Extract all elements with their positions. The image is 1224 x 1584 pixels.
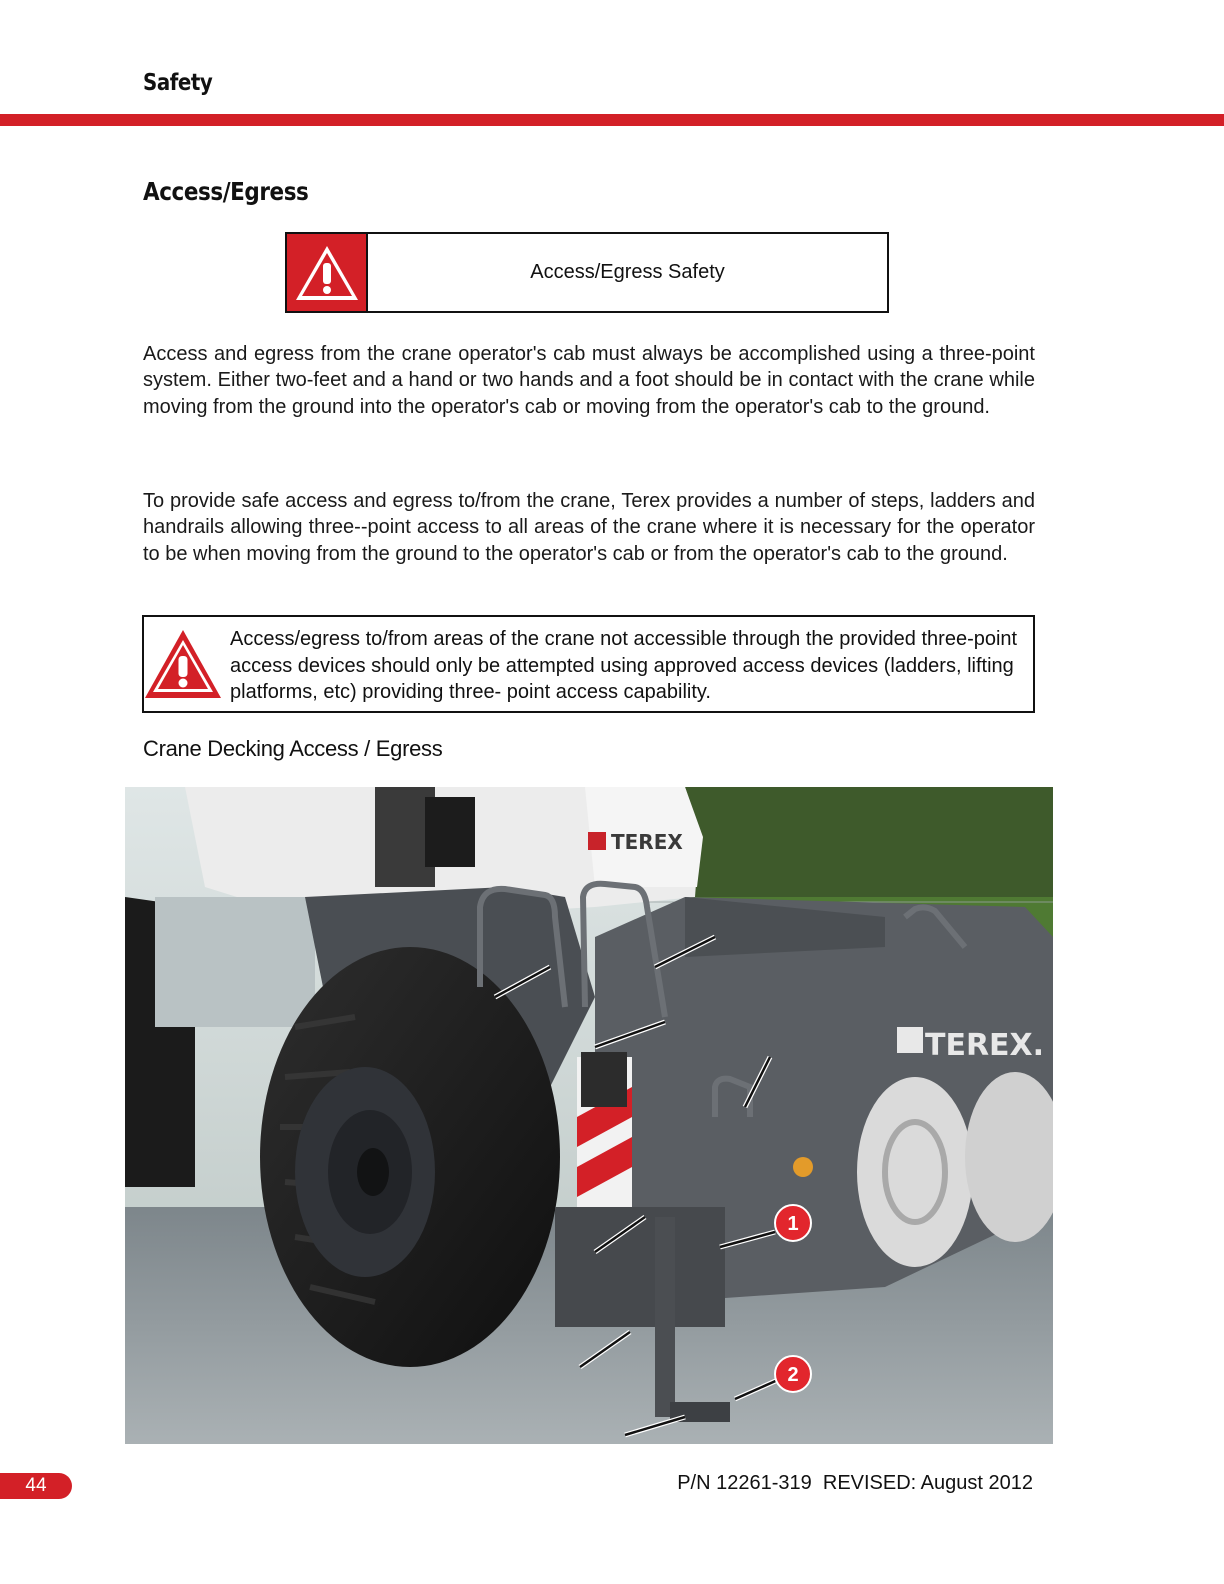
callout-1-label: 1	[787, 1213, 799, 1235]
paragraph-terex-steps: To provide safe access and egress to/from the crane, Terex provides a number of steps, ladders and handrails allowing three--point access to all areas of the crane where it is necessary for the operator to be when moving from the ground to the operator's cab or from the operator's cab to the ground.	[143, 490, 1035, 565]
crane-photo-illustration	[125, 787, 1053, 1444]
section-title: Access/Egress	[143, 177, 309, 206]
note-icon-cell	[144, 617, 222, 711]
warning-triangle-icon	[294, 243, 360, 303]
footer-reference: P/N 12261-319 REVISED: August 2012	[677, 1472, 1033, 1494]
callout-2-label: 2	[787, 1364, 799, 1386]
deck-brand-text: TEREX.	[925, 1028, 1045, 1063]
callout-1	[775, 1205, 811, 1241]
warning-triangle-icon	[144, 628, 222, 700]
danger-box	[285, 232, 889, 313]
cab-brand-text: TEREX	[611, 830, 683, 854]
danger-box-label: Access/Egress Safety	[530, 261, 725, 283]
subsection-title: Crane Decking Access / Egress	[143, 736, 443, 761]
footer-page-number: 44	[0, 1473, 72, 1499]
header-rule	[0, 114, 1224, 126]
warning-note-text: Access/egress to/from areas of the crane not accessible through the provided three-point access devices should only be attempted using approved access devices (ladders, lifting platforms, etc) providing three- point access capability.	[230, 628, 1018, 703]
page-header-title: Safety	[143, 70, 213, 96]
warning-note-box	[142, 615, 1035, 713]
paragraph-three-point: Access and egress from the crane operator's cab must always be accomplished using a three-point system. Either two-feet and a hand or two hands and a foot should be in contact with the crane while moving from the ground into the operator's cab or moving from the operator's cab to the ground.	[143, 343, 1035, 418]
callout-2	[775, 1356, 811, 1392]
danger-icon-cell	[287, 234, 368, 311]
crane-decking-photo	[125, 787, 1053, 1444]
